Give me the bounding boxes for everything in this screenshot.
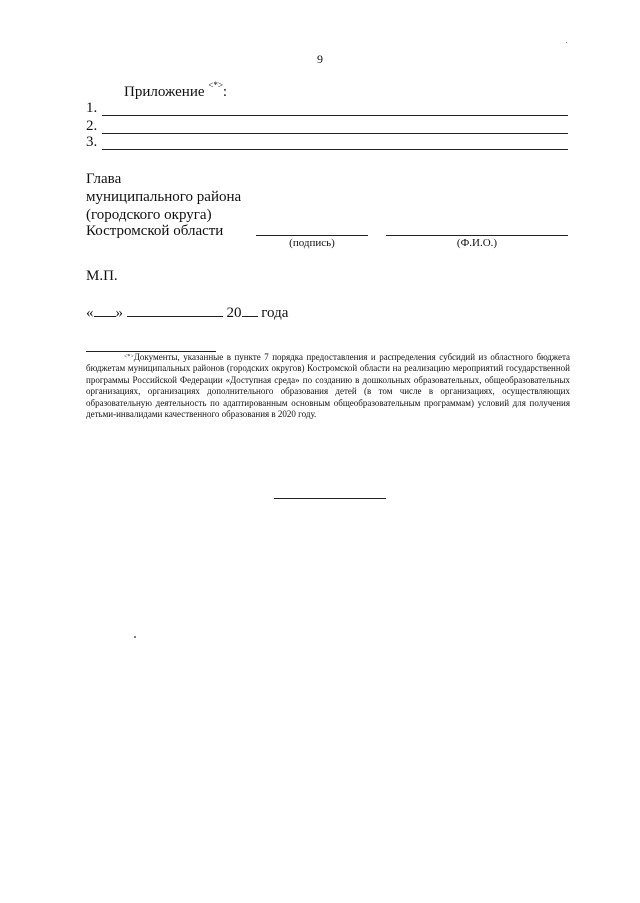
attachment-label: Приложение	[124, 84, 205, 100]
attachment-item	[86, 134, 568, 152]
footnote	[86, 352, 570, 420]
name-blank	[386, 235, 568, 236]
attachment-item-number: 1.	[86, 100, 98, 116]
attachment-item	[86, 100, 568, 118]
signatory-title-line: Глава	[86, 171, 122, 187]
attachment-item-blank	[102, 115, 568, 116]
footnote-marker: <*>	[124, 354, 134, 360]
end-of-document-rule	[274, 498, 386, 499]
name-caption: (Ф.И.О.)	[456, 237, 498, 249]
year-prefix: 20	[226, 305, 242, 321]
date-close-quote: »	[115, 305, 123, 321]
signatory-title-line: муниципального района	[86, 189, 242, 205]
date-open-quote: «	[86, 305, 94, 321]
stamp-placeholder: М.П.	[86, 268, 118, 284]
signatory-title-line: Костромской области	[86, 223, 224, 239]
attachment-footnote-marker: <*>	[208, 80, 223, 90]
day-blank	[94, 304, 116, 317]
year-blank	[242, 304, 258, 317]
scan-speck	[566, 42, 567, 43]
signature-caption: (подпись)	[289, 237, 335, 249]
attachment-colon: :	[222, 84, 228, 100]
attachment-item-number: 2.	[86, 118, 98, 134]
attachment-item-number: 3.	[86, 134, 98, 150]
attachment-heading	[124, 82, 227, 101]
signature-blank	[256, 235, 368, 236]
year-suffix: года	[261, 305, 289, 321]
scan-speck	[134, 636, 136, 638]
date-line	[86, 304, 288, 322]
page-number: 9	[317, 52, 323, 66]
footnote-text: Документы, указанные в пункте 7 порядка предоставления и распределения субсидий из областного бюджета бюджетам муниципальных районов (городских округов) Костромской области на реализацию мероприятий государственной программы Российской Федерации «Доступная среда» по созданию в дошкольных образовательных, общеобразовательных организациях, организациях дополнительного образования детей (в том числе в организациях, осуществляющих образовательную деятельность по адаптированным основным общеобразовательным программам) условий для получения детьми-инвалидами качественного образования в 2020 году.	[86, 352, 570, 420]
signatory-title-line: (городского округа)	[86, 207, 212, 223]
month-blank	[127, 304, 223, 317]
attachment-item-blank	[102, 149, 568, 150]
